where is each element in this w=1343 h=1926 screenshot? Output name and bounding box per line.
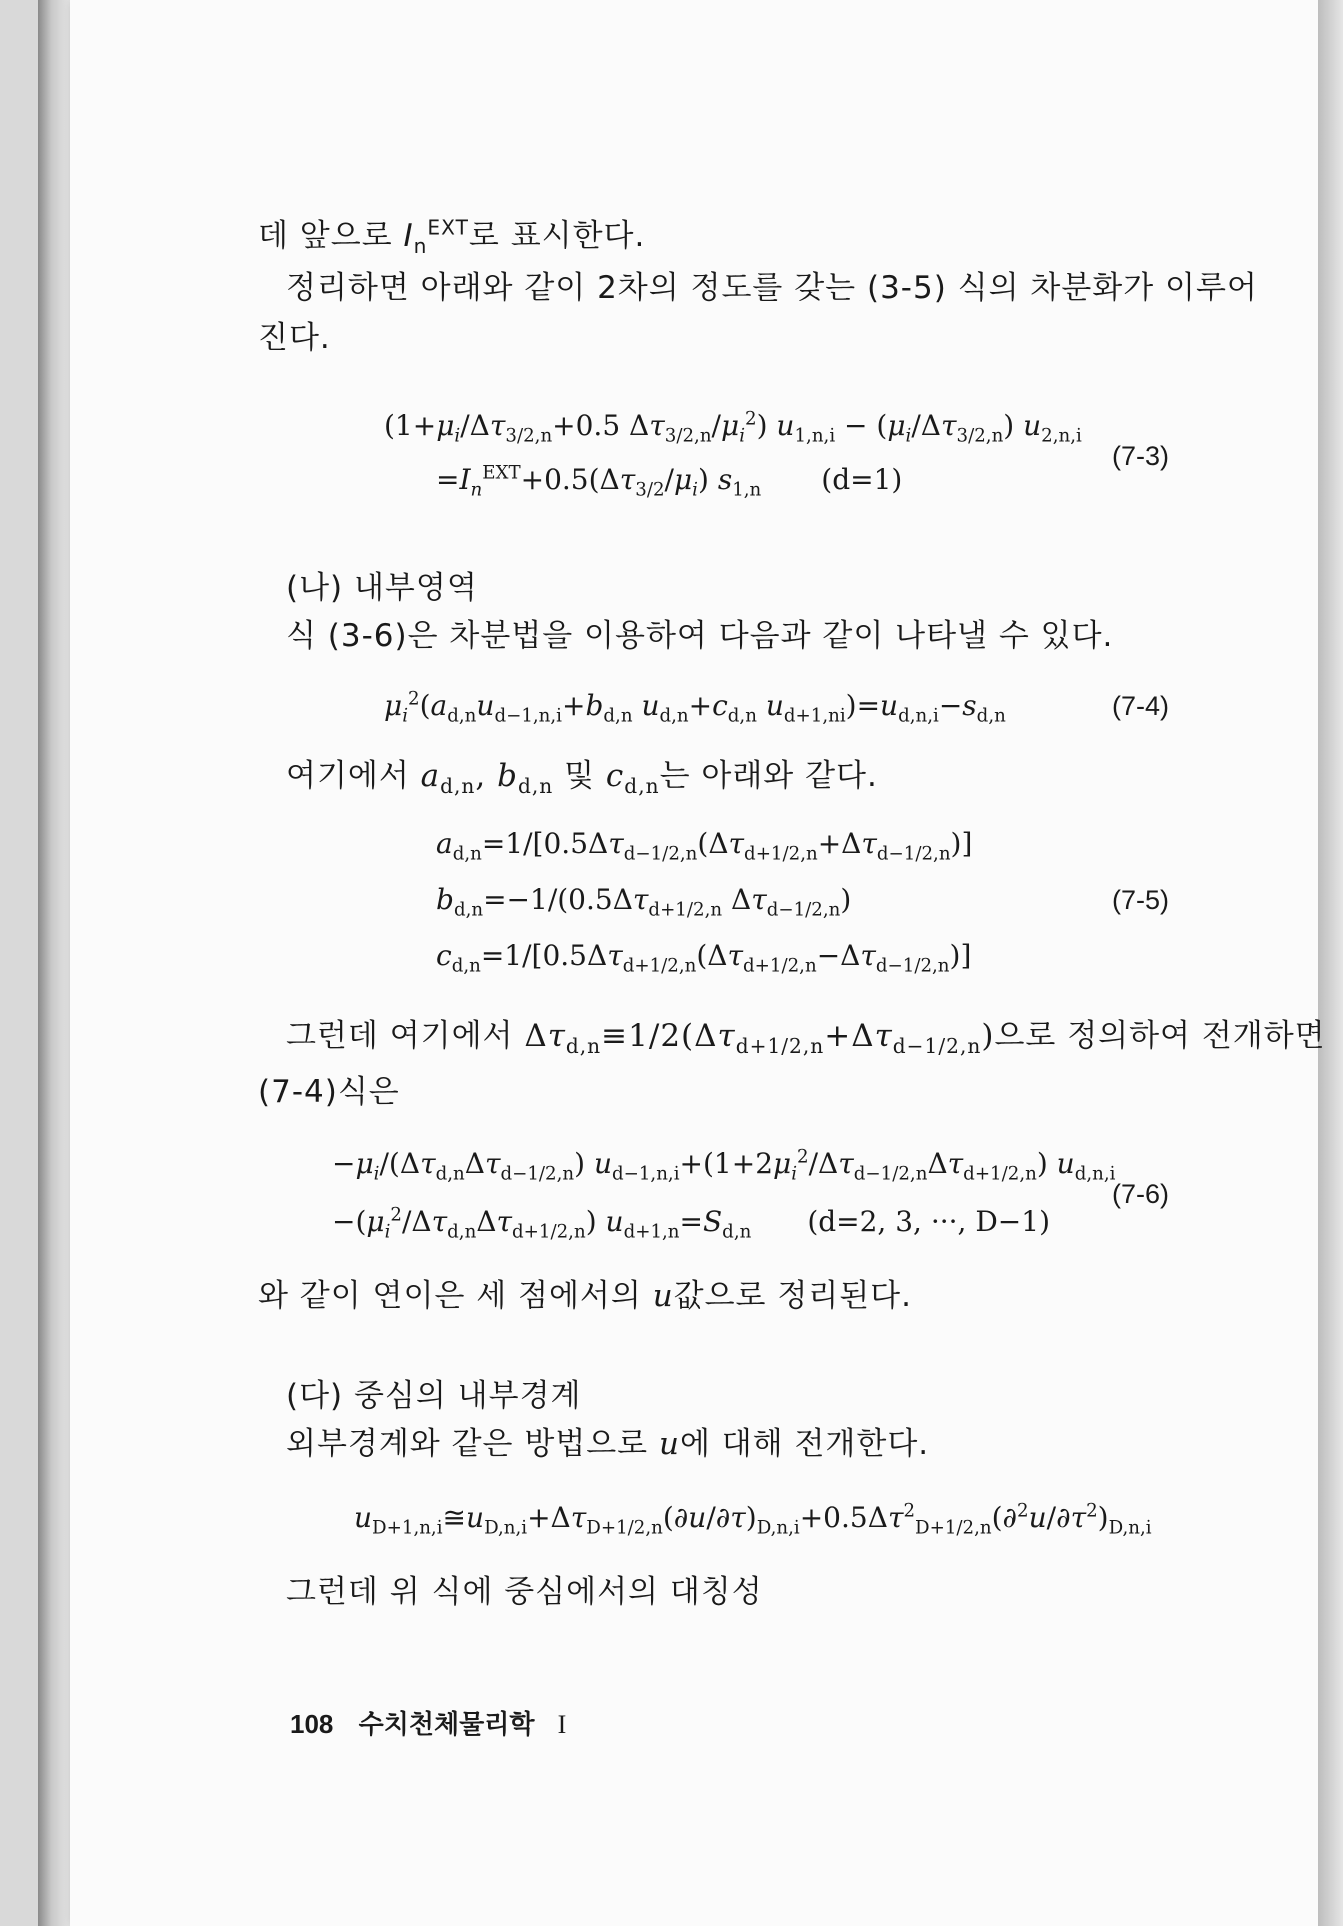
intro-math-sup: EXT bbox=[427, 215, 469, 240]
intro-text: 데 앞으로 bbox=[258, 218, 404, 254]
delta-line-1: 그런데 여기에서 $\Delta\tau_{d,n}\equiv 1/2(\Delta\tau_{d+1/2,n}+\Delta\tau_{d-1/2,n})$으로 정의하여 전개하면 bbox=[286, 1018, 1326, 1059]
after-7-6-line bbox=[258, 1276, 912, 1316]
delta-line-2: (7-4)식은 bbox=[258, 1074, 400, 1110]
coeff-line: 여기에서 $a_{d,n}$, $b_{d,n}$ 및 $c_{d,n}$는 아래와 같다. bbox=[286, 758, 878, 799]
equation-7-6-line-1: $-\mu_i/(\Delta\tau_{d,n}\Delta\tau_{d-1/2,n})$ $u_{d-1,n,i}+(1+2\mu_i^2/\Delta\tau_{d-1/2,n}\Delta\tau_{d+1/2,n})$ $u_{d,n,i}$ bbox=[332, 1146, 1116, 1185]
equation-7-6-line-2: $-(\mu_i^2/\Delta\tau_{d,n}\Delta\tau_{d+1/2,n})$ $u_{d+1,n}=S_{d,n}$ (d=2, 3, ···, D−1) bbox=[332, 1204, 1051, 1243]
section-da-title: (다) 중심의 내부경계 bbox=[286, 1378, 582, 1414]
equation-taylor: $u_{D+1,n,i}≅u_{D,n,i}+\Delta\tau_{D+1/2,n}(\partial u/\partial\tau)_{D,n,i}+0.5\Delta\tau^2_{D+1/2,n}(\partial^2u/\partial\tau^2)_{D,n,i}$ bbox=[354, 1500, 1152, 1539]
equation-7-4-number: (7-4) bbox=[1112, 691, 1170, 721]
section-da-text: 외부경계와 같은 방법으로 bbox=[286, 1426, 659, 1462]
equation-7-4: $\mu_i^2(a_{d,n}u_{d-1,n,i}+b_{d,n}$ $u_{d,n}+c_{d,n}$ $u_{d+1,ni})=u_{d,n,i}-s_{d,n}$ bbox=[384, 688, 1006, 727]
equation-7-5-line-3: $c_{d,n}=1/[0.5\Delta\tau_{d+1/2,n}(\Delta\tau_{d+1/2,n}-\Delta\tau_{d-1/2,n})]$ bbox=[436, 939, 972, 977]
coeff-text: 여기에서 bbox=[286, 758, 421, 794]
intro-text-end: 로 표시한다. bbox=[468, 218, 646, 254]
equation-7-3-line-1: ($1+\mu_i/\Delta\tau_{3/2,n}+0.5$ $\Delta\tau_{3/2,n}/\mu_i^2$) $u_{1,n,i} - (\mu_i/\Delta\tau_{3/2,n})$ $u_{2,n,i}$ bbox=[384, 408, 1082, 447]
equation-7-5-number: (7-5) bbox=[1112, 885, 1170, 915]
equation-7-3-number: (7-3) bbox=[1112, 441, 1170, 471]
summary-line-2: 진다. bbox=[258, 320, 331, 356]
after-7-6-text-end: 값으로 정리된다. bbox=[673, 1278, 912, 1314]
page-edge bbox=[1318, 0, 1343, 1926]
equation-7-5-line-2: $b_{d,n}=-1/(0.5\Delta\tau_{d+1/2,n}$ $\Delta\tau_{d-1/2,n}$) bbox=[436, 883, 852, 921]
intro-math-sub: n bbox=[413, 234, 428, 259]
after-7-6-var: u bbox=[652, 1278, 674, 1314]
coeff-text-end: 는 아래와 같다. bbox=[659, 758, 878, 794]
section-da-text-end: 에 대해 전개한다. bbox=[679, 1426, 930, 1462]
symmetry-line: 그런데 위 식에 중심에서의 대칭성 bbox=[286, 1574, 763, 1610]
book-volume: I bbox=[557, 1710, 567, 1739]
section-na-title: (나) 내부영역 bbox=[286, 570, 478, 606]
equation-7-5-line-1: $a_{d,n}=1/[0.5\Delta\tau_{d-1/2,n}(\Delta\tau_{d+1/2,n}+\Delta\tau_{d-1/2,n})]$ bbox=[436, 827, 973, 865]
intro-line bbox=[258, 215, 646, 259]
after-7-6-text: 와 같이 연이은 세 점에서의 bbox=[258, 1278, 653, 1314]
intro-math: I bbox=[403, 218, 414, 254]
page-number: 108 bbox=[290, 1709, 334, 1739]
coeff-text-mid: 및 bbox=[553, 758, 606, 794]
book-spine bbox=[38, 0, 72, 1926]
section-da-line bbox=[286, 1424, 929, 1464]
equation-7-6-number: (7-6) bbox=[1112, 1179, 1170, 1209]
page-footer bbox=[290, 1704, 566, 1741]
equation-7-6-condition: (d=2, 3, ···, D−1) bbox=[807, 1205, 1051, 1238]
equation-7-3-condition: (d=1) bbox=[821, 463, 903, 496]
delta-text-end: 으로 정의하여 전개하면 bbox=[994, 1018, 1326, 1054]
section-da-var: u bbox=[658, 1426, 680, 1462]
book-title: 수치천체물리학 bbox=[358, 1710, 535, 1740]
delta-text: 그런데 여기에서 bbox=[286, 1018, 525, 1054]
section-na-paragraph: 식 (3-6)은 차분법을 이용하여 다음과 같이 나타낼 수 있다. bbox=[286, 618, 1114, 654]
equation-7-3-line-2: $=I_n^{EXT}+0.5(\Delta\tau_{3/2}/\mu_i)$ $s_{1,n}$ (d=1) bbox=[436, 462, 903, 501]
summary-line-1: 정리하면 아래와 같이 2차의 정도를 갖는 (3-5) 식의 차분화가 이루어 bbox=[286, 270, 1258, 306]
